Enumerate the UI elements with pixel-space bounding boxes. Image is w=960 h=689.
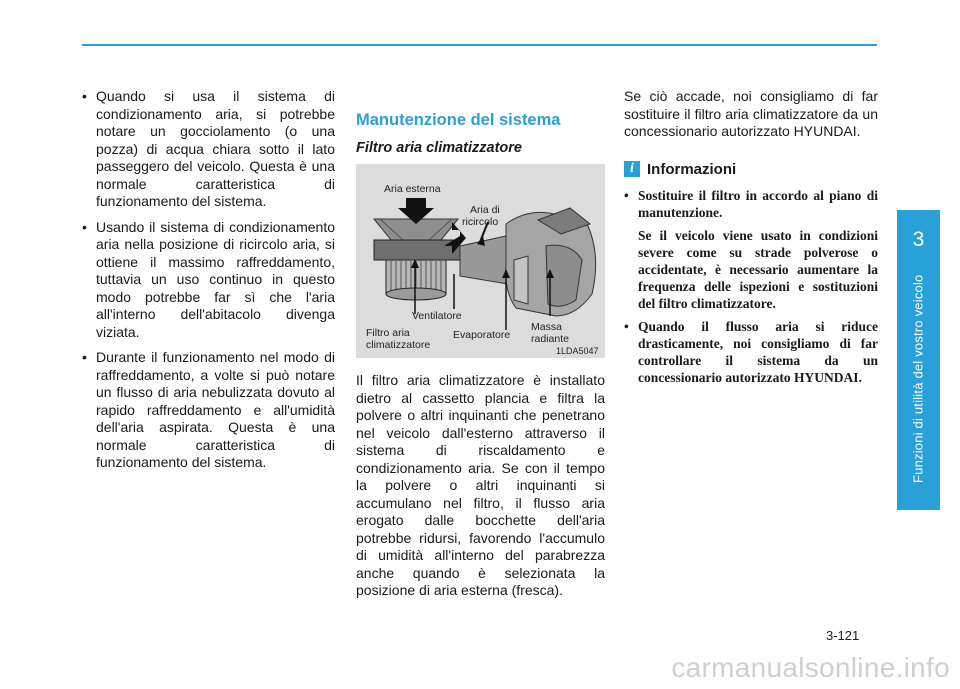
info-title: Informazioni (647, 160, 737, 178)
info-item (624, 318, 878, 386)
dealer-paragraph: Se ciò accade, noi consigliamo di far sostituire il filtro aria climatizzatore da un concessionario autorizzato HYUNDAI. (624, 88, 878, 139)
info-item (624, 187, 878, 312)
bullet-list (82, 88, 335, 472)
hvac-illustration (356, 164, 605, 358)
label-aria-esterna: Aria esterna (384, 183, 441, 195)
label-filtro-2: climatizzatore (366, 339, 431, 351)
filter-paragraph: Il filtro aria climatizzatore è installato dietro al cassetto plancia e filtra la polvere o altri inquinanti che penetrano nel veicolo dall'esterno attraverso il sistema di riscaldamento e condizionamento aria. Se con il tempo la polvere o altri inquinanti si accumulano nel filtro, il flusso aria erogato dalle bocchette dell'aria potrebbe ridursi, favorendo l'accumulo di umidità all'interno del parabrezza anche quando è selezionata la posizione di aria esterna (fresca). (356, 372, 605, 598)
figure-code: 1LDA5047 (556, 346, 599, 356)
column-right (624, 88, 878, 392)
info-item-text: • Quando il flusso aria si riduce drasticamente, noi consigliamo di far controllare il sistema da un concessionario autorizzato HYUNDAI. (638, 319, 878, 385)
column-left (82, 88, 335, 480)
label-ventilatore: Ventilatore (412, 310, 462, 322)
label-massa-2: radiante (531, 333, 569, 345)
bullet-item: • Durante il funzionamento nel modo di raffreddamento, a volte si può notare un flusso di aria nebulizzata dovuto al rapido raffreddamento e all'umidità dell'aria aspirata. Questa è una normale caratteristica di funzionamento del sistema. (82, 349, 335, 472)
label-filtro-1: Filtro aria (366, 327, 410, 339)
top-rule (82, 44, 877, 46)
label-evaporatore: Evaporatore (453, 329, 511, 341)
chapter-number: 3 (912, 228, 925, 251)
chapter-title: Funzioni di utilità del vostro veicolo (910, 274, 926, 484)
label-aria-ricircolo-1: Aria di (470, 204, 500, 216)
info-header (624, 161, 878, 179)
subsection-title: Filtro aria climatizzatore (356, 140, 522, 156)
info-icon: i (624, 161, 640, 177)
section-title: Manutenzione del sistema (356, 111, 561, 129)
info-list (624, 187, 878, 386)
air-filter-diagram (356, 164, 605, 358)
page-number: 3-121 (826, 628, 860, 643)
bullet-item: • Usando il sistema di condizionamento aria nella posizione di ricircolo aria, si ottiene il massimo raffreddamento, tuttavia un uso continuo in questo modo potrebbe far sì che l'aria all'interno dell'abitacolo divenga viziata. (82, 219, 335, 342)
bullet-item: • Quando si usa il sistema di condizionamento aria, si potrebbe notare un gocciolamento (o una pozza) di acqua chiara sotto il lato passeggero del veicolo. Questa è una normale caratteristica di funzionamento del sistema. (82, 88, 335, 211)
chapter-tab (897, 210, 940, 510)
watermark: carmanualsonline.info (671, 652, 950, 683)
label-massa-1: Massa (531, 321, 562, 333)
info-item-extra: Se il veicolo viene usato in condizioni severe come su strade polverose o accidentate, è necessario aumentare la frequenza delle ispezioni e sostituzioni del filtro climatizzatore. (638, 228, 878, 311)
column-middle (356, 110, 605, 600)
info-item-text: • Sostituire il filtro in accordo al piano di manutenzione. (638, 188, 878, 220)
label-aria-ricircolo-2: ricircolo (462, 216, 499, 228)
